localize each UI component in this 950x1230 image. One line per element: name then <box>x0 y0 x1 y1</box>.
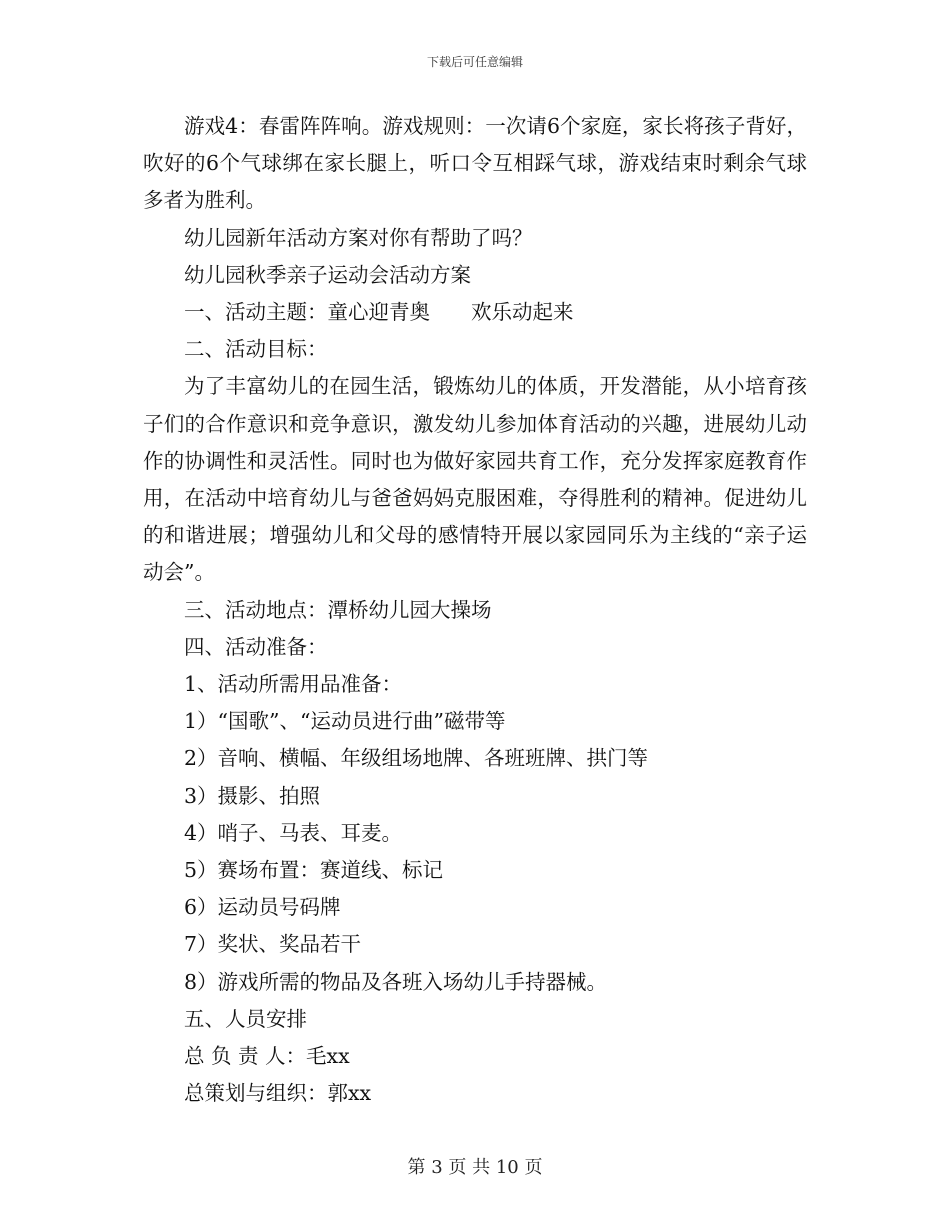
section-title: 幼儿园秋季亲子运动会活动方案 <box>184 262 471 287</box>
heading-preparation: 四、活动准备： <box>184 634 328 659</box>
list-item: 4）哨子、马表、耳麦。 <box>184 820 403 845</box>
list-item: 6）运动员号码牌 <box>184 895 341 920</box>
staff-line: 总 负 责 人：毛xx <box>184 1044 350 1069</box>
heading-goals: 二、活动目标： <box>184 337 328 362</box>
document-body <box>143 108 807 1112</box>
list-item: 8）游戏所需的物品及各班入场幼儿手持器械。 <box>184 969 608 994</box>
list-item: 2）音响、横幅、年级组场地牌、各班班牌、拱门等 <box>184 746 649 771</box>
subheading-supplies: 1、活动所需用品准备： <box>184 672 403 697</box>
staff-line: 总策划与组织：郭xx <box>184 1081 372 1106</box>
paragraph-question: 幼儿园新年活动方案对你有帮助了吗？ <box>184 225 533 250</box>
page-number: 第 3 页 共 10 页 <box>407 1157 543 1178</box>
list-item: 7）奖状、奖品若干 <box>184 932 362 957</box>
heading-staff: 五、人员安排 <box>184 1006 307 1031</box>
list-item: 1）“国歌”、“运动员进行曲”磁带等 <box>184 709 506 734</box>
paragraph-goals: 为了丰富幼儿的在园生活，锻炼幼儿的体质，开发潜能，从小培育孩子们的合作意识和竞争意识，激发幼儿参加体育活动的兴趣，进展幼儿动作的协调性和灵活性。同时也为做好家园共育工作，充分发挥家庭教育作用，在活动中培育幼儿与爸爸妈妈克服困难，夺得胜利的精神。促进幼儿的和谐进展；增强幼儿和父母的感情特开展以家园同乐为主线的“亲子运动会”。 <box>143 374 807 585</box>
page-header: 下载后可任意编辑 <box>426 55 523 69</box>
heading-theme: 一、活动主题：童心迎青奥 欢乐动起来 <box>184 300 574 325</box>
list-item: 3）摄影、拍照 <box>184 783 321 808</box>
heading-location: 三、活动地点：潭桥幼儿园大操场 <box>184 597 492 622</box>
paragraph-game-4: 游戏4：春雷阵阵响。游戏规则：一次请6个家庭，家长将孩子背好，吹好的6个气球绑在家长腿上，听口令互相踩气球，游戏结束时剩余气球多者为胜利。 <box>143 114 807 213</box>
list-item: 5）赛场布置：赛道线、标记 <box>184 858 444 883</box>
